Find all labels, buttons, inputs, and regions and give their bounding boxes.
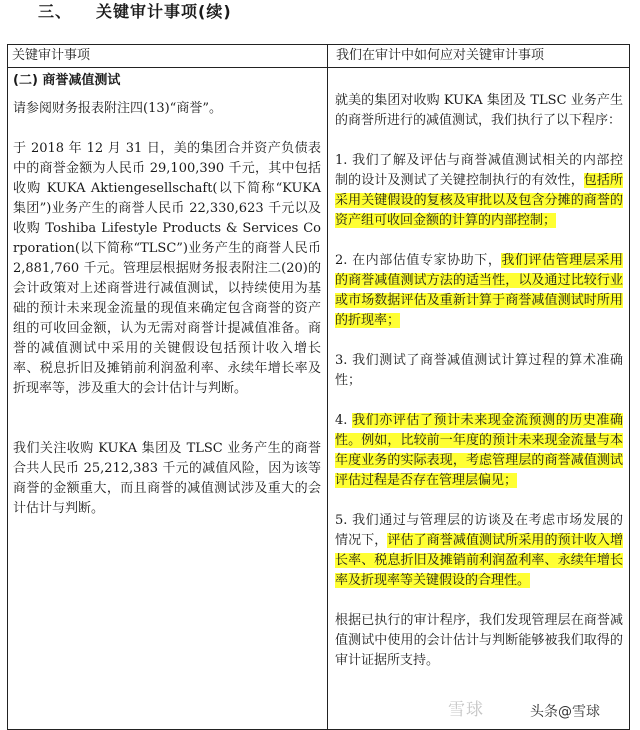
matter-subtitle: (二) 商誉减值测试: [13, 73, 121, 88]
section-number: 三、: [38, 2, 73, 21]
procedure-1-text: 1. 我们了解及评估与商誉减值测试相关的内部控制的设计及测试了关键控制执行的有效性，: [335, 153, 623, 188]
watermark: 雪球: [448, 700, 484, 720]
procedure-2: [335, 251, 623, 331]
audit-matters-table: [7, 44, 630, 730]
procedure-5-text: 5. 我们通过与管理层的访谈及在考虑市场发展的情况下，: [335, 513, 623, 548]
procedure-5: [335, 511, 623, 591]
procedure-3: 3. 我们测试了商誉减值测试计算过程的算术准确性；: [335, 353, 623, 388]
source-credit: 头条@雪球: [530, 704, 600, 720]
audit-conclusion: 根据已执行的审计程序，我们发现管理层在商誉减值测试中使用的会计估计与判断能够被我们取得的审计证据所支持。: [335, 613, 623, 668]
reference-note: 请参阅财务报表附注四(13)“商誉”。: [13, 101, 222, 116]
column-divider: [327, 45, 328, 729]
procedure-2-text: 2. 在内部估值专家协助下，: [335, 253, 502, 268]
procedure-1-highlight: 包括所采用关键假设的复核及审批以及包含分摊的商誉的资产组可收回金额的计算的内部控制；: [335, 173, 623, 228]
procedure-5-highlight: 评估了商誉减值测试所采用的预计收入增长率、税息折旧及摊销前利润盈利率、永续年增长率及折现率等关键假设的合理性。: [335, 533, 623, 588]
matter-description: 于 2018 年 12 月 31 日，美的集团合并资产负债表中的商誉金额为人民币 29,100,390 千元，其中包括收购 KUKA Aktiengesellschaft(以下简称“KUKA 集团”)业务产生的商誉人民币 22,330,623 千元以及收购 Toshiba Lifestyle Products & Services Corporation(以下简称“TLSC”)业务产生的商誉人民币 2,881,760 千元。管理层根据财务报表附注二(20)的会计政策对上述商誉进行减值测试，以持续使用为基础的预计未来现金流量的现值来确定包含商誉的资产组的可收回金额，认为无需对商誉计提减值准备。商誉的减值测试中采用的关键假设包括预计收入增长率、税息折旧及摊销前利润盈利率、永续年增长率及折现率等，涉及重大的会计估计与判断。: [13, 141, 321, 396]
matter-focus: 我们关注收购 KUKA 集团及 TLSC 业务产生的商誉合共人民币 25,212,383 千元的减值风险，因为该等商誉的金额重大，而且商誉的减值测试涉及重大的会计估计与判断。: [13, 441, 321, 516]
header-audit-response: 我们在审计中如何应对关键审计事项: [336, 48, 545, 63]
procedure-4-highlight: 我们亦评估了预计未来现金流预测的历史准确性。例如，比较前一年度的预计未来现金流量与本年度业务的实际表现，考虑管理层的商誉减值测试评估过程是否存在管理层偏见；: [335, 413, 623, 488]
header-divider: [8, 67, 629, 68]
section-title: 关键审计事项(续): [96, 2, 232, 21]
response-intro: 就美的集团对收购 KUKA 集团及 TLSC 业务产生的商誉所进行的减值测试，我们执行了以下程序：: [335, 93, 623, 128]
section-heading: [38, 2, 232, 22]
procedure-2-highlight: 我们评估管理层采用的商誉减值测试方法的适当性，以及通过比较行业或市场数据评估及重新计算于商誉减值测试时所用的折现率；: [335, 253, 623, 328]
response-column: [335, 71, 623, 691]
procedure-4: [335, 411, 623, 491]
header-key-audit-matter: 关键审计事项: [12, 48, 91, 63]
procedure-1: [335, 151, 623, 231]
key-matter-column: [13, 71, 321, 539]
procedure-4-text: 4.: [335, 413, 353, 428]
